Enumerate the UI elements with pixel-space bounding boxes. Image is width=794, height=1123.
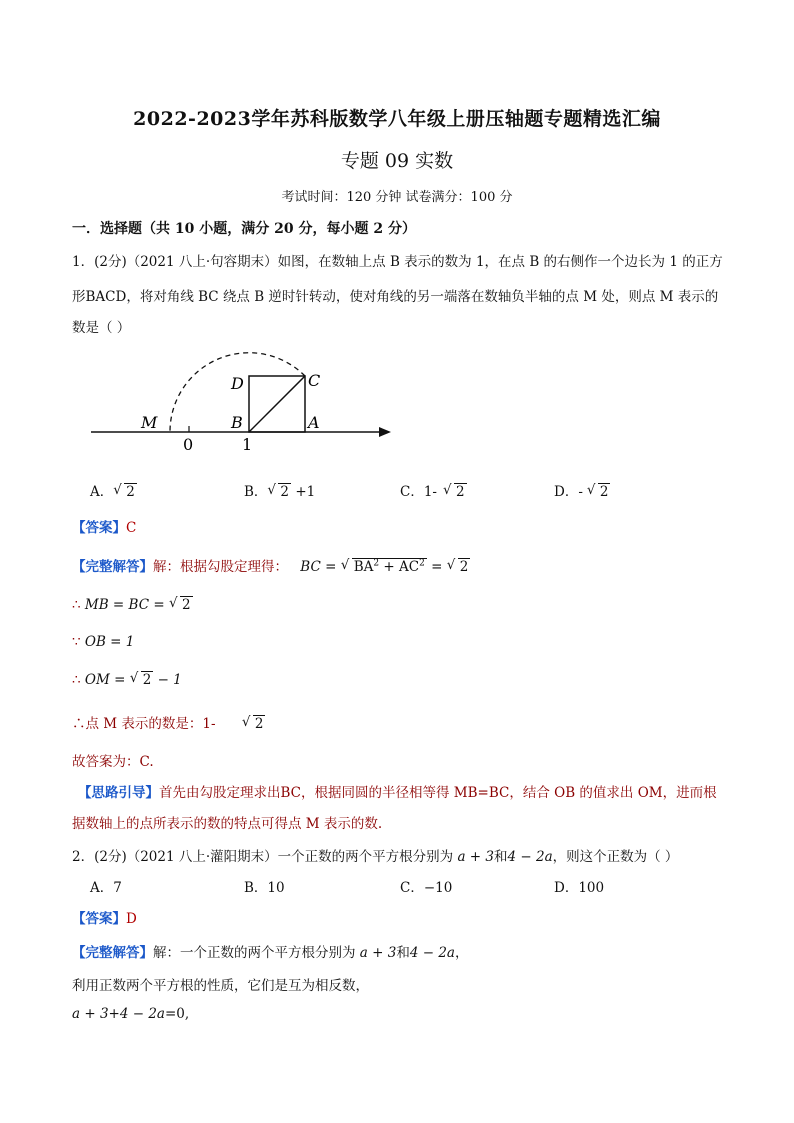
section-heading: 一．选择题（共 10 小题，满分 20 分，每小题 2 分） [72, 221, 416, 237]
answer-tag: 【答案】 [72, 911, 126, 927]
number-line-arrow [379, 427, 391, 437]
q2-solution-intro: 【完整解答】解：一个正数的两个平方根分别为 a + 3和4 − 2a， [72, 945, 469, 961]
q2-expression: a + 3 [359, 945, 397, 961]
step4-text: ∴点 M 表示的数是：1- [72, 716, 216, 732]
q1-hint-line2: 据数轴上的点所表示的数的特点可得点 M 表示的数. [72, 816, 383, 832]
therefore-symbol: ∴ [72, 597, 81, 613]
label-d: D [231, 374, 244, 393]
sqrt-symbol: √ 2 [587, 484, 611, 500]
sqrt-symbol: √ 2 [242, 716, 266, 732]
label-zero: 0 [183, 435, 194, 454]
solution-intro-text: 解：根据勾股定理得： [153, 559, 288, 575]
q1-stem-line1: 1．(2分)（2021 八上·句容期末）如图，在数轴上点 B 表示的数为 1，在点 B 的右侧作一个边长为 1 的正方 [72, 254, 723, 270]
hint-text-line1: 首先由勾股定理求出BC，根据同圆的半径相等得 MB=BC，结合 OB 的值求出 OM，进而根 [159, 785, 717, 801]
q1-stem-line2: 形BACD，将对角线 BC 绕点 B 逆时针转动，使对角线的另一端落在数轴负半轴的点 M 处，则点 M 表示的 [72, 289, 719, 305]
therefore-symbol: ∴ [72, 672, 81, 688]
sqrt-symbol: √ 2 [443, 484, 467, 500]
formula-om: OM = √ 2 − 1 [85, 672, 182, 688]
q1-step4 [72, 712, 265, 732]
option-d-label: D．- [554, 484, 583, 500]
label-one: 1 [242, 435, 253, 454]
q2-expression: 4 − 2a [507, 849, 553, 865]
q2-expression: 4 − 2a [409, 945, 455, 961]
q1-option-b[interactable] [244, 480, 315, 500]
exam-meta: 考试时间：120 分钟 试卷满分：100 分 [281, 190, 513, 205]
document-title: 2022-2023学年苏科版数学八年级上册压轴题专题精选汇编 [133, 108, 661, 130]
q2-stem-prefix: 2．(2分)（2021 八上·灌阳期末）一个正数的两个平方根分别为 [72, 849, 454, 865]
q1-stem-line3: 数是（ ） [72, 320, 131, 336]
answer-tag: 【答案】 [72, 520, 126, 536]
q2-expression: a + 3 [457, 849, 494, 865]
q2-answer [72, 907, 137, 927]
q2-option-a[interactable]: A．7 [90, 880, 122, 896]
q2-stem-suffix: ，则这个正数为（ ） [552, 849, 679, 865]
answer-value: C [126, 520, 137, 536]
formula-mb: MB = BC = √ 2 [85, 597, 193, 613]
q1-option-c[interactable] [400, 480, 467, 500]
q2-solution-line3: a + 3+4 − 2a=0, [72, 1006, 190, 1022]
q1-number-line-figure [85, 340, 405, 460]
formula-bc: BC = √ $BA^2 + AC^2$ = √ 2 [300, 559, 470, 575]
option-b-label: B． [244, 484, 268, 500]
q1-option-d[interactable] [554, 480, 610, 500]
q1-step2 [72, 634, 134, 650]
q1-option-a[interactable] [90, 480, 137, 500]
q1-hint-line1 [78, 781, 717, 801]
q1-step3 [72, 672, 182, 688]
q2-equation: a + 3+4 − 2a [72, 1006, 165, 1022]
q1-answer [72, 516, 136, 536]
solution-tag: 【完整解答】 [72, 559, 153, 575]
label-m: M [141, 413, 158, 432]
label-b: B [231, 413, 243, 432]
q2-option-b[interactable]: B．10 [244, 880, 285, 896]
sqrt-symbol: √ 2 [267, 484, 291, 500]
q2-solution-line2: 利用正数两个平方根的性质，它们是互为相反数， [72, 978, 369, 994]
diagonal-bc [249, 376, 305, 432]
document-subtitle: 专题 09 实数 [340, 150, 454, 172]
q2-option-c[interactable]: C．−10 [400, 880, 453, 896]
formula-ob: OB = 1 [84, 634, 135, 650]
sqrt-symbol: √ 2 [113, 484, 137, 500]
label-c: C [308, 371, 321, 390]
solution-tag: 【完整解答】 [72, 945, 153, 961]
hint-tag: 【思路引导】 [78, 785, 159, 801]
q1-solution-intro [72, 555, 470, 575]
option-a-label: A． [90, 484, 114, 500]
q1-conclusion: 故答案为：C. [72, 754, 154, 770]
label-a: A [308, 413, 320, 432]
q2-option-d[interactable]: D．100 [554, 880, 605, 896]
q1-step1 [72, 597, 193, 613]
answer-value: D [126, 911, 137, 927]
because-symbol: ∵ [72, 634, 81, 650]
option-b-suffix: +1 [295, 484, 316, 500]
solution-intro-text: 解：一个正数的两个平方根分别为 [153, 945, 356, 961]
q2-stem: 2．(2分)（2021 八上·灌阳期末）一个正数的两个平方根分别为 a + 3和4 − 2a，则这个正数为（ ） [72, 849, 679, 865]
option-c-label: C．1- [400, 484, 437, 500]
